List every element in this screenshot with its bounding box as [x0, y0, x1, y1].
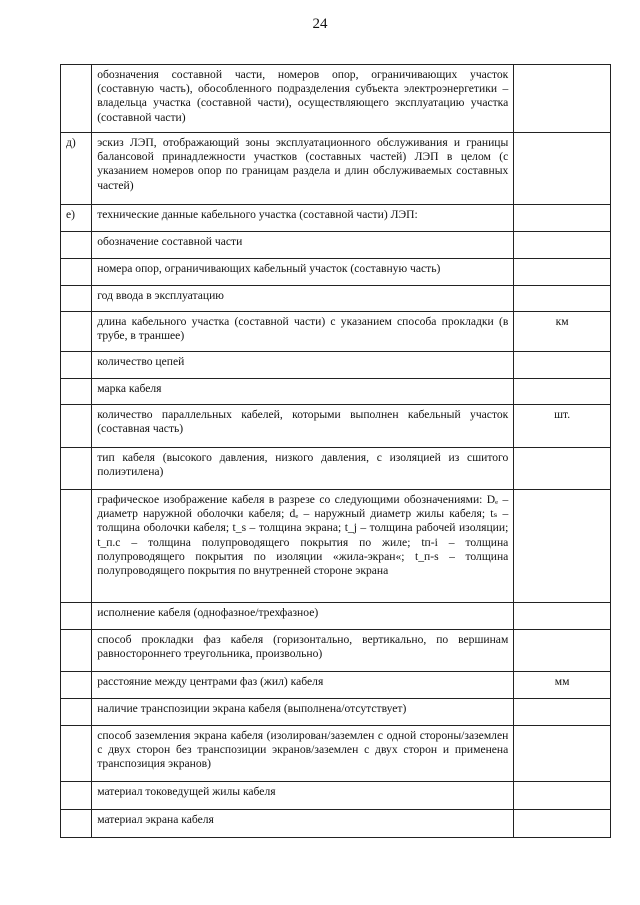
row-unit: [514, 490, 611, 603]
requirements-table: [60, 64, 611, 838]
row-text: способ заземления экрана кабеля (изолирован/заземлен с одной стороны/заземлен с двух сторон без транспозиции экранов/заземлен с двух сторон и применена транспозиция экранов): [92, 726, 514, 782]
row-letter: [61, 232, 92, 259]
row-unit: мм: [514, 672, 611, 699]
table-row: [61, 259, 611, 286]
row-letter: [61, 65, 92, 133]
row-unit: [514, 232, 611, 259]
table-row: [61, 603, 611, 630]
table-row: [61, 782, 611, 810]
row-unit: шт.: [514, 405, 611, 448]
row-unit: [514, 603, 611, 630]
row-text: количество параллельных кабелей, которыми выполнен кабельный участок (составная часть): [92, 405, 514, 448]
table-row: [61, 699, 611, 726]
row-letter: [61, 405, 92, 448]
row-letter: [61, 672, 92, 699]
row-unit: [514, 133, 611, 205]
row-text: эскиз ЛЭП, отображающий зоны эксплуатационного обслуживания и границы балансовой принадлежности участков (составных частей) ЛЭП в целом (с указанием номеров опор по границам раздела и длин обслуживаемых составных частей): [92, 133, 514, 205]
row-unit: [514, 782, 611, 810]
row-text: тип кабеля (высокого давления, низкого давления, с изоляцией из сшитого полиэтилена): [92, 448, 514, 490]
page-number: 24: [312, 16, 328, 32]
table-row: [61, 312, 611, 352]
row-unit: [514, 205, 611, 232]
row-text: наличие транспозиции экрана кабеля (выполнена/отсутствует): [92, 699, 514, 726]
row-text: способ прокладки фаз кабеля (горизонтально, вертикально, по вершинам равностороннего треугольника, произвольно): [92, 630, 514, 672]
row-unit: [514, 630, 611, 672]
row-text: расстояние между центрами фаз (жил) кабеля: [92, 672, 514, 699]
row-letter: [61, 312, 92, 352]
table-row: [61, 630, 611, 672]
row-unit: км: [514, 312, 611, 352]
row-letter: [61, 259, 92, 286]
row-text: технические данные кабельного участка (составной части) ЛЭП:: [92, 205, 514, 232]
table-row: [61, 65, 611, 133]
table-row: [61, 352, 611, 379]
row-letter: [61, 603, 92, 630]
table-row: [61, 379, 611, 405]
row-letter: [61, 630, 92, 672]
table-row: [61, 232, 611, 259]
table-row: [61, 286, 611, 312]
row-text: год ввода в эксплуатацию: [92, 286, 514, 312]
row-unit: [514, 810, 611, 838]
row-text: материал токоведущей жилы кабеля: [92, 782, 514, 810]
row-text: длина кабельного участка (составной части) с указанием способа прокладки (в трубе, в траншее): [92, 312, 514, 352]
row-text: обозначения составной части, номеров опор, ограничивающих участок (составную часть), обособленного подразделения субъекта электроэнергетики – владельца участка (составной части), осуществляющего эксплуатацию участка (составной части): [92, 65, 514, 133]
table-row: [61, 490, 611, 603]
row-unit: [514, 699, 611, 726]
row-letter: е): [61, 205, 92, 232]
row-letter: [61, 810, 92, 838]
row-unit: [514, 352, 611, 379]
table-row: [61, 810, 611, 838]
row-unit: [514, 448, 611, 490]
table-row: [61, 448, 611, 490]
row-letter: [61, 726, 92, 782]
row-letter: [61, 699, 92, 726]
row-unit: [514, 259, 611, 286]
row-unit: [514, 65, 611, 133]
row-letter: д): [61, 133, 92, 205]
row-letter: [61, 490, 92, 603]
table-row: [61, 405, 611, 448]
row-letter: [61, 379, 92, 405]
row-text: количество цепей: [92, 352, 514, 379]
row-text: номера опор, ограничивающих кабельный участок (составную часть): [92, 259, 514, 286]
row-text: обозначение составной части: [92, 232, 514, 259]
table-row: [61, 133, 611, 205]
table-row: [61, 205, 611, 232]
row-unit: [514, 379, 611, 405]
row-letter: [61, 782, 92, 810]
row-text: материал экрана кабеля: [92, 810, 514, 838]
row-text: исполнение кабеля (однофазное/трехфазное): [92, 603, 514, 630]
row-letter: [61, 286, 92, 312]
row-letter: [61, 448, 92, 490]
table-row: [61, 672, 611, 699]
row-unit: [514, 286, 611, 312]
row-text: графическое изображение кабеля в разрезе со следующими обозначениями: Dₑ – диаметр наружной оболочки кабеля; dₑ – наружный диаметр жилы кабеля; tₛ – толщина оболочки кабеля; t_s – толщина экрана; t_j – толщина рабочей изоляции; t_п.с – толщина полупроводящего покрытия по жиле; tп-i – толщина полупроводящего покрытия по изоляции «жила-экран«; t_п-s – толщина полупроводящего покрытия по внутренней стороне экрана: [92, 490, 514, 603]
row-unit: [514, 726, 611, 782]
table-row: [61, 726, 611, 782]
row-text: марка кабеля: [92, 379, 514, 405]
row-letter: [61, 352, 92, 379]
